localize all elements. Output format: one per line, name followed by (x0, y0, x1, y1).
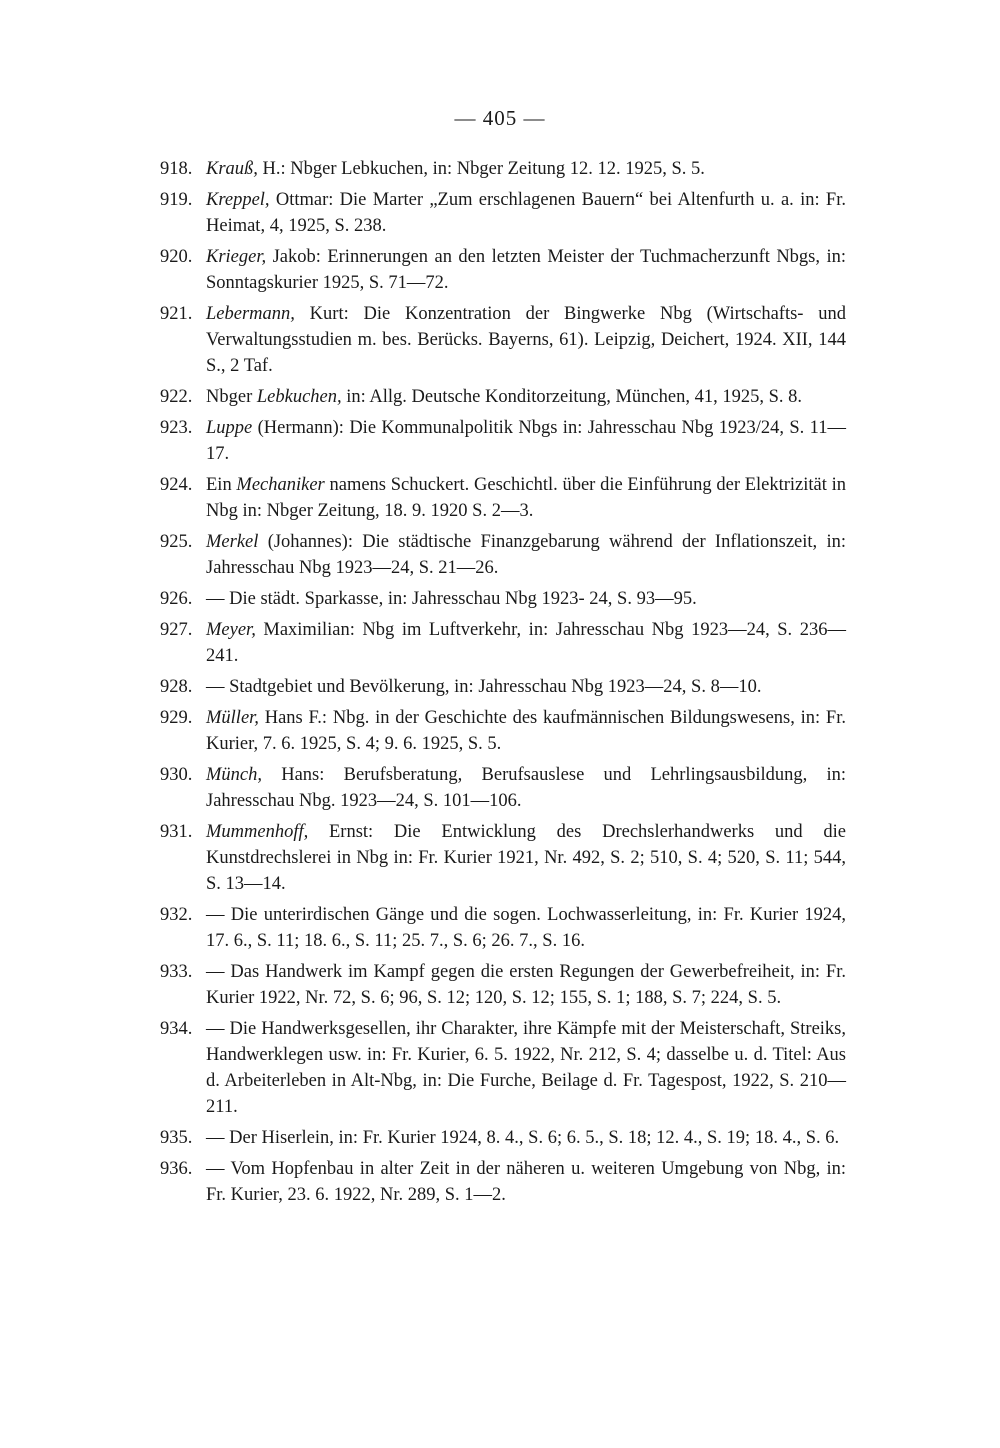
entry-number: 922. (160, 387, 193, 407)
entry-citation: in: Allg. Deutsche Konditorzeitung, München, 41, 1925, S. 8. (341, 387, 803, 407)
entry-citation: — Vom Hopfenbau in alter Zeit in der näheren u. weiteren Umgebung von Nbg, in: Fr. Kurier, 23. 6. 1922, Nr. 289, S. 1—2. (206, 1159, 846, 1205)
entry-number: 936. (160, 1159, 193, 1179)
bibliography-entry (160, 617, 846, 669)
page-number: — 405 — (454, 106, 546, 130)
bibliography-entry (160, 1156, 846, 1208)
entry-author: Münch, (206, 765, 262, 785)
entry-author: Lebermann, (206, 304, 295, 324)
bibliography-entry (160, 472, 846, 524)
entry-text (206, 1128, 839, 1148)
entry-author: Lebkuchen, (256, 387, 342, 407)
entry-author: Krieger, (206, 247, 267, 267)
bibliography-entry (160, 187, 846, 239)
entry-citation: Jakob: Erinnerungen an den letzten Meister der Tuchmacherzunft Nbgs, in: Sonntagskurier 1925, S. 71—72. (206, 247, 846, 293)
entry-number: 918. (160, 159, 193, 179)
entry-number: 931. (160, 822, 193, 842)
entry-text (206, 962, 846, 1008)
entry-number: 933. (160, 962, 193, 982)
entry-text (206, 708, 846, 754)
entry-number: 934. (160, 1019, 193, 1039)
entry-number: 923. (160, 418, 193, 438)
bibliography-entry (160, 819, 846, 897)
entry-author: Meyer, (206, 620, 256, 640)
entry-number: 925. (160, 532, 193, 552)
entry-author: Luppe (206, 418, 253, 438)
entry-author: Müller, (206, 708, 259, 728)
entry-text (206, 475, 846, 521)
entry-text (206, 418, 846, 464)
entry-author: Krauß, (206, 159, 258, 179)
bibliography-entry (160, 1016, 846, 1120)
entry-text (206, 247, 846, 293)
bibliography-entry (160, 156, 846, 182)
bibliography-entry (160, 959, 846, 1011)
bibliography-list (160, 156, 846, 1213)
entry-number: 927. (160, 620, 193, 640)
entry-text (206, 532, 846, 578)
entry-prefix: Nbger (206, 387, 257, 407)
entry-number: 928. (160, 677, 193, 697)
entry-citation: (Hermann): Die Kommunalpolitik Nbgs in: Jahresschau Nbg 1923/24, S. 11—17. (206, 418, 846, 464)
entry-number: 932. (160, 905, 193, 925)
bibliography-entry (160, 1125, 846, 1151)
entry-citation: — Der Hiserlein, in: Fr. Kurier 1924, 8. 4., S. 6; 6. 5., S. 18; 12. 4., S. 19; 18. 4., S. 6. (206, 1128, 840, 1148)
entry-number: 920. (160, 247, 193, 267)
bibliography-entry (160, 529, 846, 581)
entry-citation: Maximilian: Nbg im Luftverkehr, in: Jahresschau Nbg 1923—24, S. 236—241. (206, 620, 846, 666)
entry-citation: Ernst: Die Entwicklung des Drechslerhandwerks und die Kunstdrechslerei in Nbg in: Fr. Kurier 1921, Nr. 492, S. 2; 510, S. 4; 520, S. 11; 544, S. 13—14. (206, 822, 846, 894)
entry-text (206, 905, 846, 951)
entry-number: 929. (160, 708, 193, 728)
entry-citation: Kurt: Die Konzentration der Bingwerke Nbg (Wirtschafts- und Verwaltungsstudien m. bes. Berücks. Bayerns, 61). Leipzig, Deichert, 1924. XII, 144 S., 2 Taf. (206, 304, 846, 376)
entry-citation: — Die Handwerksgesellen, ihr Charakter, ihre Kämpfe mit der Meisterschaft, Streiks, Handwerklegen usw. in: Fr. Kurier, 6. 5. 1922, Nr. 212, S. 4; dasselbe u. d. Titel: Aus d. Arbeiterleben in Alt-Nbg, in: Die Furche, Beilage d. Fr. Tagespost, 1922, S. 210—211. (206, 1019, 846, 1117)
entry-text (206, 304, 846, 376)
bibliography-entry (160, 301, 846, 379)
entry-text (206, 589, 697, 609)
entry-number: 930. (160, 765, 193, 785)
entry-citation: Hans F.: Nbg. in der Geschichte des kaufmännischen Bildungswesens, in: Fr. Kurier, 7. 6. 1925, S. 4; 9. 6. 1925, S. 5. (206, 708, 846, 754)
entry-citation: Hans: Berufsberatung, Berufsauslese und Lehrlingsausbildung, in: Jahresschau Nbg. 1923—24, S. 101—106. (206, 765, 846, 811)
entry-text (206, 159, 705, 179)
bibliography-entry (160, 244, 846, 296)
entry-citation: — Die unterirdischen Gänge und die sogen. Lochwasserleitung, in: Fr. Kurier 1924, 17. 6., S. 11; 18. 6., S. 11; 25. 7., S. 6; 26. 7., S. 16. (206, 905, 846, 951)
bibliography-entry (160, 674, 846, 700)
bibliography-entry (160, 586, 846, 612)
entry-citation: Ottmar: Die Marter „Zum erschlagenen Bauern“ bei Altenfurth u. a. in: Fr. Heimat, 4, 1925, S. 238. (206, 190, 846, 236)
entry-number: 926. (160, 589, 193, 609)
entry-citation: H.: Nbger Lebkuchen, in: Nbger Zeitung 12. 12. 1925, S. 5. (257, 159, 705, 179)
entry-number: 935. (160, 1128, 193, 1148)
entry-text (206, 190, 846, 236)
entry-citation: — Stadtgebiet und Bevölkerung, in: Jahresschau Nbg 1923—24, S. 8—10. (206, 677, 762, 697)
entry-prefix: Ein (206, 475, 237, 495)
entry-number: 921. (160, 304, 193, 324)
entry-citation: — Das Handwerk im Kampf gegen die ersten Regungen der Gewerbefreiheit, in: Fr. Kurier 1922, Nr. 72, S. 6; 96, S. 12; 120, S. 12; 155, S. 1; 188, S. 7; 224, S. 5. (206, 962, 846, 1008)
entry-number: 924. (160, 475, 193, 495)
entry-text (206, 677, 761, 697)
entry-author: Kreppel, (206, 190, 270, 210)
bibliography-entry (160, 902, 846, 954)
entry-text (206, 822, 846, 894)
entry-text (206, 1159, 846, 1205)
entry-citation: namens Schuckert. Geschichtl. über die Einführung der Elektrizität in Nbg in: Nbger Zeitung, 18. 9. 1920 S. 2—3. (206, 475, 846, 521)
bibliography-entry (160, 384, 846, 410)
entry-author: Mummenhoff, (206, 822, 309, 842)
entry-text (206, 620, 846, 666)
bibliography-entry (160, 705, 846, 757)
entry-author: Mechaniker (236, 475, 325, 495)
entry-number: 919. (160, 190, 193, 210)
entry-text (206, 387, 802, 407)
entry-citation: — Die städt. Sparkasse, in: Jahresschau Nbg 1923- 24, S. 93—95. (206, 589, 697, 609)
entry-author: Merkel (206, 532, 259, 552)
bibliography-entry (160, 415, 846, 467)
bibliography-entry (160, 762, 846, 814)
entry-citation: (Johannes): Die städtische Finanzgebarung während der Inflationszeit, in: Jahresschau Nbg 1923—24, S. 21—26. (206, 532, 846, 578)
entry-text (206, 1019, 846, 1117)
entry-text (206, 765, 846, 811)
